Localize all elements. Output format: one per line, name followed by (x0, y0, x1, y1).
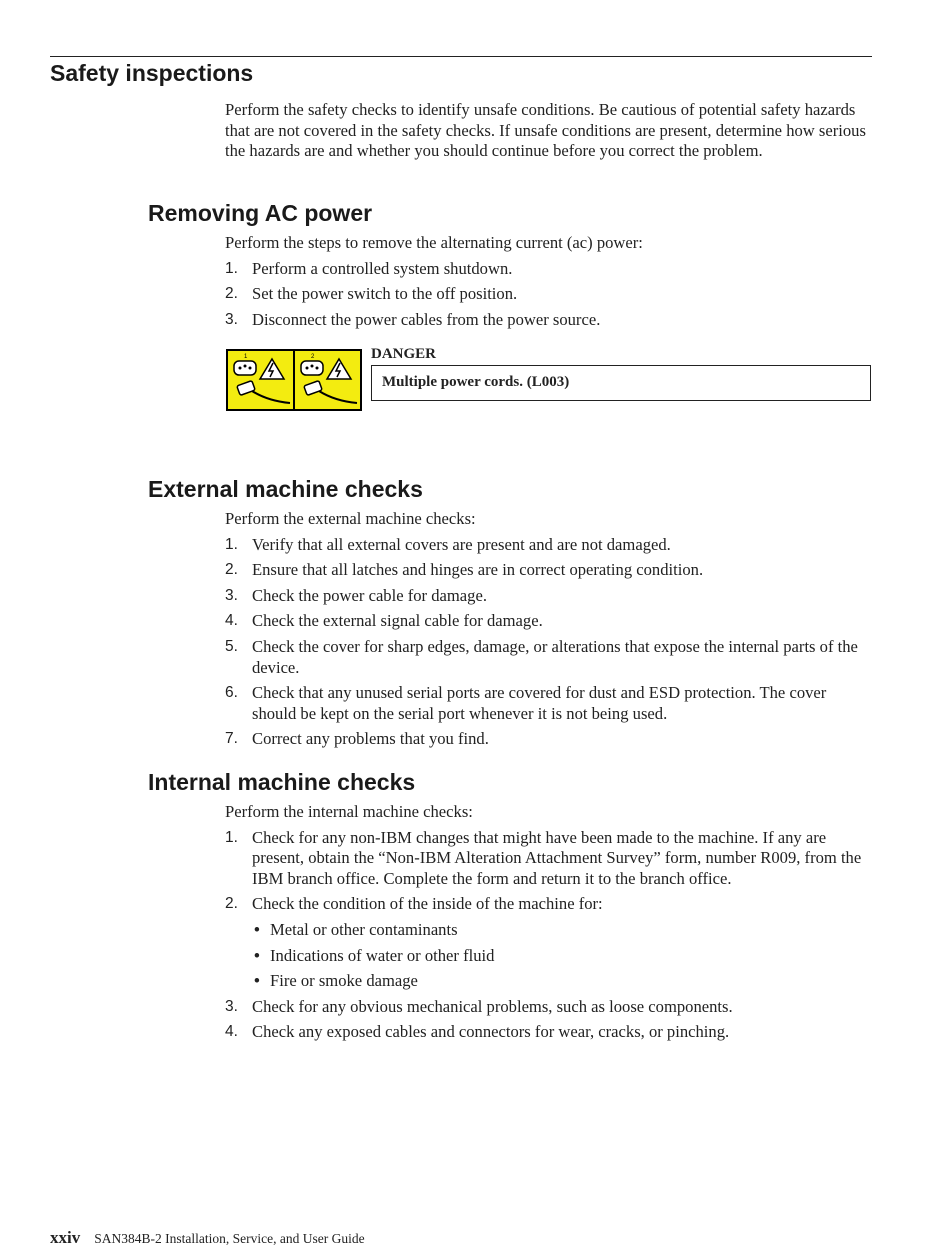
step-text: Check that any unused serial ports are covered for dust and ESD protection. The cover should be kept on the serial port whenever it is not being used. (252, 683, 827, 723)
step-number: 2. (225, 561, 238, 579)
list-item (225, 310, 870, 331)
internal-checks-steps (225, 828, 870, 1043)
step-number: 7. (225, 730, 238, 748)
bullet-text: Fire or smoke damage (270, 971, 418, 991)
list-item (225, 535, 870, 556)
power-cord-warning-icon (295, 351, 359, 409)
step-number: 6. (225, 684, 238, 702)
top-rule (50, 56, 872, 57)
step-number: 1. (225, 828, 238, 846)
step-text: Check for any non-IBM changes that might have been made to the machine. If any are present, obtain the “Non-IBM Alteration Attachment Survey” form, number R009, from the IBM branch office. Complete the form and return it to the branch office. (252, 827, 862, 888)
list-item (225, 1022, 870, 1043)
step-text: Check the condition of the inside of the machine for: (252, 894, 603, 914)
bullet-marker: • (254, 919, 260, 939)
safety-intro (225, 100, 870, 162)
step-number: 2. (225, 285, 238, 303)
heading-removing-ac-power: Removing AC power (148, 200, 373, 226)
step-number: 1. (225, 259, 238, 277)
list-item (225, 683, 870, 724)
condition-bullets (252, 920, 870, 992)
ac-power-section (225, 233, 870, 330)
page-footer (50, 1228, 365, 1248)
danger-notice-text: Multiple power cords. (L003) (382, 374, 570, 390)
bullet-item (252, 920, 870, 941)
step-text: Disconnect the power cables from the power source. (252, 309, 601, 329)
bullet-text: Metal or other contaminants (270, 919, 458, 939)
bullet-marker: • (254, 971, 260, 991)
danger-power-cords-image (226, 349, 362, 411)
step-number: 3. (225, 310, 238, 328)
heading-internal-machine-checks: Internal machine checks (148, 769, 416, 795)
list-item (225, 637, 870, 678)
safety-intro-text: Perform the safety checks to identify unsafe conditions. Be cautious of potential safety hazards that are not covered in the safety checks. If unsafe conditions are present, determine how serious the hazards are and whether you should continue before you correct the problem. (225, 100, 866, 161)
step-text: Check the power cable for damage. (252, 585, 487, 605)
step-number: 3. (225, 997, 238, 1015)
step-text: Check for any obvious mechanical problems, such as loose components. (252, 996, 733, 1016)
step-text: Check the external signal cable for damage. (252, 611, 543, 631)
danger-notice-box (371, 365, 871, 401)
page-title: Safety inspections (50, 60, 254, 86)
step-text: Check the cover for sharp edges, damage, or alterations that expose the internal parts of the device. (252, 636, 858, 677)
list-item (225, 894, 870, 991)
list-item (225, 828, 870, 890)
list-item (225, 586, 870, 607)
internal-checks-section (225, 802, 870, 1043)
step-number: 4. (225, 1023, 238, 1041)
list-item (225, 284, 870, 305)
danger-label: DANGER (371, 346, 437, 362)
step-number: 5. (225, 637, 238, 655)
document-title: SAN384B-2 Installation, Service, and User Guide (94, 1231, 365, 1246)
step-text: Correct any problems that you find. (252, 729, 489, 749)
step-text: Perform a controlled system shutdown. (252, 258, 513, 278)
power-cord-warning-icon (228, 351, 292, 409)
step-text: Check any exposed cables and connectors for wear, cracks, or pinching. (252, 1022, 730, 1042)
step-text: Set the power switch to the off position. (252, 284, 518, 304)
step-text: Verify that all external covers are present and are not damaged. (252, 534, 671, 554)
bullet-item (252, 946, 870, 967)
list-item (225, 259, 870, 280)
external-checks-section (225, 509, 870, 750)
step-number: 2. (225, 895, 238, 913)
bullet-item (252, 971, 870, 992)
panel-number: 2 (311, 354, 315, 360)
ac-power-intro: Perform the steps to remove the alternating current (ac) power: (225, 233, 643, 252)
external-checks-steps (225, 535, 870, 750)
external-checks-intro: Perform the external machine checks: (225, 509, 476, 528)
step-number: 3. (225, 586, 238, 604)
danger-panel-1 (228, 351, 293, 409)
internal-checks-intro: Perform the internal machine checks: (225, 802, 473, 821)
bullet-marker: • (254, 945, 260, 965)
list-item (225, 997, 870, 1018)
step-text: Ensure that all latches and hinges are in correct operating condition. (252, 560, 704, 580)
danger-panel-2 (295, 351, 360, 409)
list-item (225, 560, 870, 581)
step-number: 4. (225, 612, 238, 630)
panel-number: 1 (244, 354, 248, 360)
step-number: 1. (225, 535, 238, 553)
list-item (225, 611, 870, 632)
list-item (225, 729, 870, 750)
bullet-text: Indications of water or other fluid (270, 945, 495, 965)
page-number: xxiv (50, 1228, 81, 1247)
heading-external-machine-checks: External machine checks (148, 476, 423, 502)
ac-power-steps (225, 259, 870, 331)
